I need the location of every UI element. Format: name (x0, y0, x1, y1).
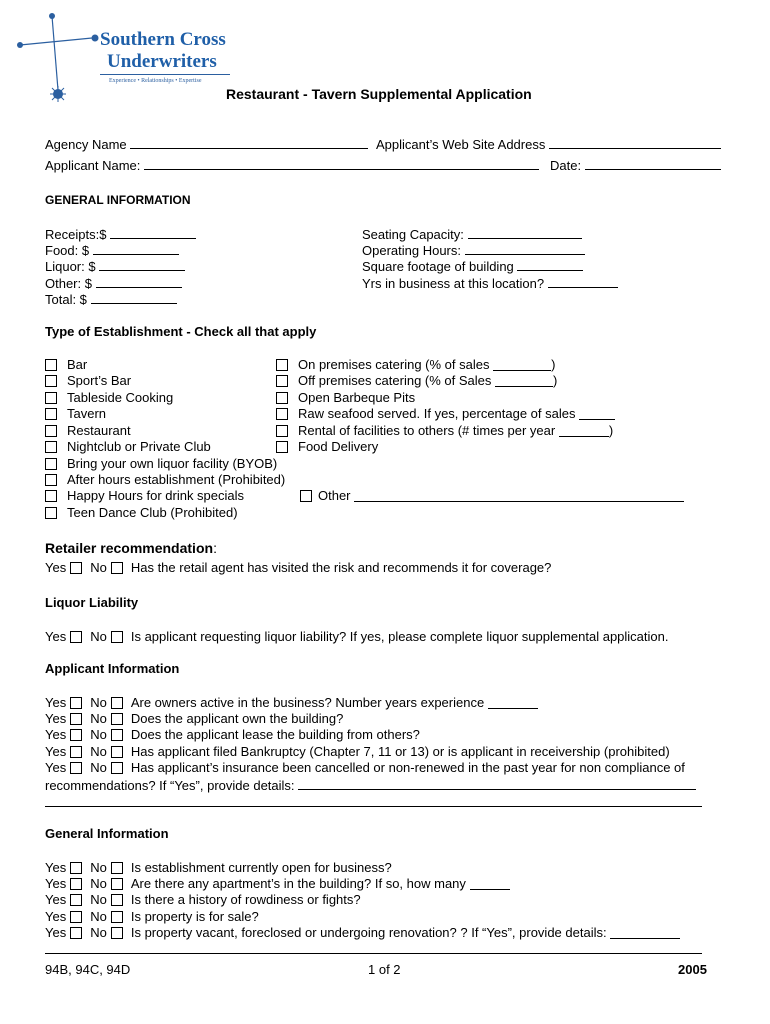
raw-seafood-option[interactable]: Raw seafood served. If yes, percentage of sales (276, 406, 615, 421)
seating-row: Seating Capacity: (362, 226, 582, 242)
liquor-question-row: Yes No Is applicant requesting liquor liability? If yes, please complete liquor supplemental application. (45, 629, 669, 644)
general-info-heading: GENERAL INFORMATION (45, 193, 191, 207)
establishment-option[interactable]: Tableside Cooking (45, 390, 173, 405)
rental-option[interactable]: Rental of facilities to others (# times per year ) (276, 423, 613, 438)
sqft-field[interactable] (517, 258, 583, 271)
footer-page-number: 1 of 2 (368, 962, 401, 977)
other-option[interactable]: Other (300, 488, 684, 503)
establishment-option[interactable]: Tavern (45, 406, 106, 421)
applicant-question-row: Yes No Does the applicant own the building? (45, 711, 344, 726)
bbq-pits-option[interactable]: Open Barbeque Pits (276, 390, 415, 405)
liquor-field[interactable] (99, 258, 185, 271)
checkbox[interactable] (276, 425, 288, 437)
total-field[interactable] (91, 291, 177, 304)
yes-checkbox[interactable] (70, 631, 82, 643)
hours-row: Operating Hours: (362, 242, 585, 258)
apartments-count-field[interactable] (470, 877, 510, 890)
rental-times-field[interactable] (559, 424, 609, 437)
off-premises-catering-option[interactable]: Off premises catering (% of Sales ) (276, 373, 557, 388)
liquor-row: Liquor: $ (45, 258, 185, 274)
years-experience-field[interactable] (488, 696, 538, 709)
checkbox[interactable] (45, 490, 57, 502)
checkbox[interactable] (45, 474, 57, 486)
yes-checkbox[interactable] (70, 746, 82, 758)
general-info-2-heading: General Information (45, 826, 169, 841)
logo-text-line1: Southern Cross (100, 29, 226, 50)
liquor-heading: Liquor Liability (45, 595, 139, 610)
general-question-row: Yes No Are there any apartment’s in the building? If so, how many (45, 876, 510, 891)
yrs-row: Yrs in business at this location? (362, 275, 618, 291)
other-field[interactable] (96, 275, 182, 288)
yes-checkbox[interactable] (70, 927, 82, 939)
establishment-option[interactable]: Bring your own liquor facility (BYOB) (45, 456, 277, 471)
off-premises-pct-field[interactable] (495, 374, 553, 387)
establishment-option[interactable]: Restaurant (45, 423, 131, 438)
yes-checkbox[interactable] (70, 729, 82, 741)
logo-text-line2: Underwriters (107, 51, 217, 72)
establishment-option[interactable]: After hours establishment (Prohibited) (45, 472, 285, 487)
yes-checkbox[interactable] (70, 762, 82, 774)
hours-field[interactable] (465, 242, 585, 255)
no-checkbox[interactable] (111, 746, 123, 758)
seafood-pct-field[interactable] (579, 407, 615, 420)
general-question-row: Yes No Is property vacant, foreclosed or undergoing renovation? ? If “Yes”, provide details: (45, 925, 680, 940)
yes-checkbox[interactable] (70, 894, 82, 906)
applicant-name-label: Applicant Name: (45, 157, 539, 173)
no-checkbox[interactable] (111, 562, 123, 574)
logo-rule (100, 74, 230, 75)
no-checkbox[interactable] (111, 762, 123, 774)
no-checkbox[interactable] (111, 631, 123, 643)
establishment-heading: Type of Establishment - Check all that apply (45, 324, 317, 339)
logo-cross-mark (10, 8, 110, 104)
food-delivery-option[interactable]: Food Delivery (276, 439, 378, 454)
food-row: Food: $ (45, 242, 179, 258)
general-question-row: Yes No Is establishment currently open for business? (45, 860, 392, 875)
checkbox[interactable] (276, 441, 288, 453)
applicant-name-field[interactable] (144, 157, 539, 170)
no-checkbox[interactable] (111, 878, 123, 890)
vacancy-continuation-line[interactable] (45, 953, 702, 954)
checkbox[interactable] (45, 507, 57, 519)
agency-name-field[interactable] (130, 136, 368, 149)
yrs-field[interactable] (548, 275, 618, 288)
details-continuation-line[interactable] (45, 806, 702, 807)
no-checkbox[interactable] (111, 697, 123, 709)
seating-field[interactable] (468, 226, 582, 239)
checkbox[interactable] (276, 359, 288, 371)
yes-checkbox[interactable] (70, 562, 82, 574)
page-title: Restaurant - Tavern Supplemental Application (226, 86, 532, 102)
on-premises-pct-field[interactable] (493, 358, 551, 371)
establishment-option[interactable]: Sport’s Bar (45, 373, 131, 388)
checkbox[interactable] (276, 392, 288, 404)
receipts-row: Receipts:$ (45, 226, 196, 242)
checkbox[interactable] (45, 392, 57, 404)
no-checkbox[interactable] (111, 927, 123, 939)
checkbox[interactable] (276, 375, 288, 387)
cancellation-details-field[interactable] (298, 777, 696, 790)
other-row: Other: $ (45, 275, 182, 291)
checkbox[interactable] (45, 425, 57, 437)
checkbox[interactable] (45, 375, 57, 387)
applicant-question-row: Yes No Are owners active in the business? Number years experience (45, 695, 538, 710)
retailer-heading: Retailer recommendation: (45, 540, 217, 556)
establishment-option[interactable]: Bar (45, 357, 87, 372)
footer-year: 2005 (678, 962, 707, 977)
checkbox[interactable] (45, 408, 57, 420)
sqft-row: Square footage of building (362, 258, 583, 274)
food-field[interactable] (93, 242, 179, 255)
no-checkbox[interactable] (111, 894, 123, 906)
yes-checkbox[interactable] (70, 697, 82, 709)
yes-checkbox[interactable] (70, 713, 82, 725)
vacancy-details-field[interactable] (610, 926, 680, 939)
applicant-question-row: Yes No Has applicant filed Bankruptcy (Chapter 7, 11 or 13) or is applicant in receivership (prohibited) (45, 744, 670, 759)
establishment-option[interactable]: Happy Hours for drink specials (45, 488, 244, 503)
yes-checkbox[interactable] (70, 862, 82, 874)
yes-checkbox[interactable] (70, 878, 82, 890)
date-field[interactable] (585, 157, 721, 170)
establishment-option[interactable]: Teen Dance Club (Prohibited) (45, 505, 238, 520)
checkbox[interactable] (45, 359, 57, 371)
web-site-label: Applicant’s Web Site Address (376, 136, 721, 152)
total-row: Total: $ (45, 291, 177, 307)
no-checkbox[interactable] (111, 729, 123, 741)
other-detail-field[interactable] (354, 489, 684, 502)
agency-name-label: Agency Name (45, 136, 368, 152)
date-label: Date: (550, 157, 721, 173)
checkbox[interactable] (45, 458, 57, 470)
yes-checkbox[interactable] (70, 911, 82, 923)
web-site-field[interactable] (549, 136, 721, 149)
no-checkbox[interactable] (111, 713, 123, 725)
applicant-question-row: Yes No Has applicant’s insurance been cancelled or non-renewed in the past year for non compliance of (45, 760, 685, 775)
no-checkbox[interactable] (111, 862, 123, 874)
retailer-question-row: Yes No Has the retail agent has visited the risk and recommends it for coverage? (45, 560, 552, 575)
footer-form-numbers: 94B, 94C, 94D (45, 962, 131, 977)
cancellation-details-row: recommendations? If “Yes”, provide details: (45, 777, 696, 793)
checkbox[interactable] (300, 490, 312, 502)
receipts-field[interactable] (110, 226, 196, 239)
checkbox[interactable] (45, 441, 57, 453)
no-checkbox[interactable] (111, 911, 123, 923)
general-question-row: Yes No Is there a history of rowdiness or fights? (45, 892, 361, 907)
logo-tagline: Experience • Relationships • Expertise (109, 78, 202, 84)
establishment-option[interactable]: Nightclub or Private Club (45, 439, 211, 454)
checkbox[interactable] (276, 408, 288, 420)
applicant-heading: Applicant Information (45, 661, 180, 676)
on-premises-catering-option[interactable]: On premises catering (% of sales ) (276, 357, 555, 372)
general-question-row: Yes No Is property is for sale? (45, 909, 259, 924)
applicant-question-row: Yes No Does the applicant lease the building from others? (45, 727, 420, 742)
